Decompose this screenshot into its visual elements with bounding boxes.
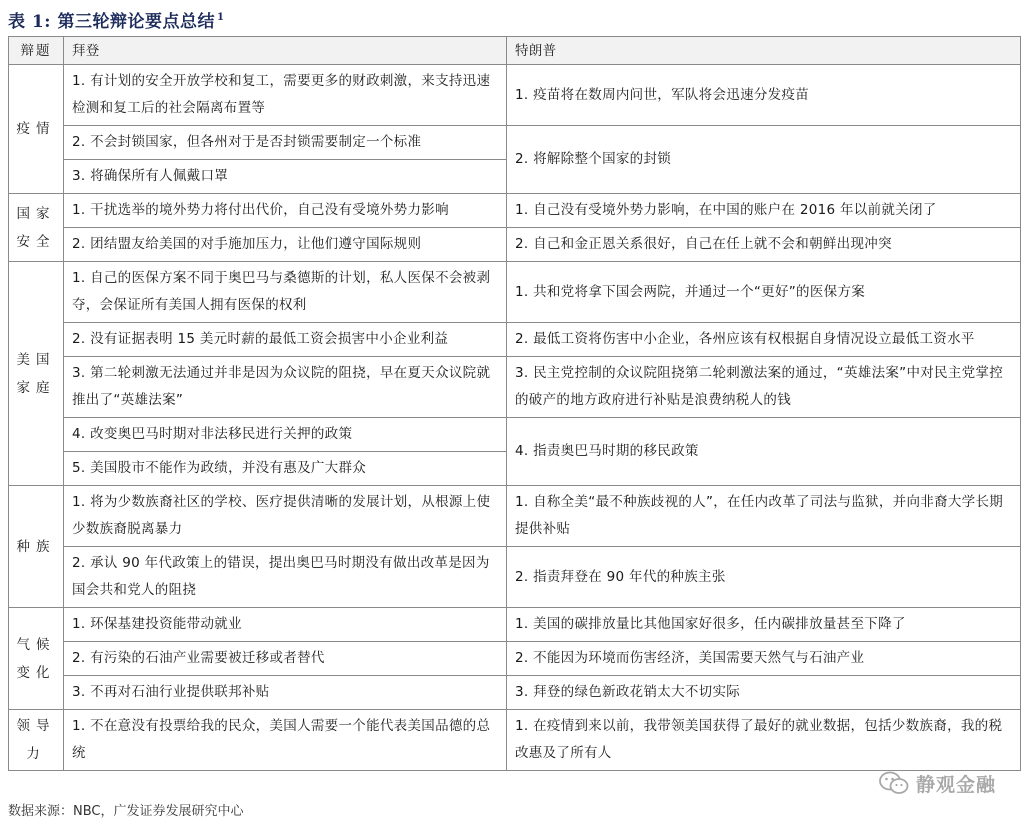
header-biden: 拜登 [64, 37, 507, 65]
trump-point: 2. 不能因为环境而伤害经济，美国需要天然气与石油产业 [507, 642, 1021, 676]
table-row [9, 486, 1021, 547]
header-trump: 特朗普 [507, 37, 1021, 65]
table-row [9, 228, 1021, 262]
biden-point: 1. 干扰选举的境外势力将付出代价，自己没有受境外势力影响 [64, 194, 507, 228]
biden-point: 1. 自己的医保方案不同于奥巴马与桑德斯的计划，私人医保不会被剥夺，会保证所有美国人拥有医保的权利 [64, 262, 507, 323]
trump-point: 2. 自己和金正恩关系很好，自己在任上就不会和朝鲜出现冲突 [507, 228, 1021, 262]
table-row [9, 65, 1021, 126]
trump-point: 2. 最低工资将伤害中小企业，各州应该有权根据自身情况设立最低工资水平 [507, 323, 1021, 357]
biden-point: 3. 将确保所有人佩戴口罩 [64, 160, 507, 194]
topic-cell-american-family: 美国家庭 [9, 262, 64, 486]
trump-point: 1. 疫苗将在数周内问世，军队将会迅速分发疫苗 [507, 65, 1021, 126]
header-topic: 辩题 [9, 37, 64, 65]
table-row [9, 418, 1021, 452]
biden-point: 2. 团结盟友给美国的对手施加压力，让他们遵守国际规则 [64, 228, 507, 262]
trump-point: 3. 拜登的绿色新政花销太大不切实际 [507, 676, 1021, 710]
trump-point: 1. 共和党将拿下国会两院，并通过一个“更好”的医保方案 [507, 262, 1021, 323]
biden-point: 3. 不再对石油行业提供联邦补贴 [64, 676, 507, 710]
topic-cell-national-security: 国家安全 [9, 194, 64, 262]
topic-cell-climate: 气候变化 [9, 608, 64, 710]
table-row [9, 608, 1021, 642]
biden-point: 2. 有污染的石油产业需要被迁移或者替代 [64, 642, 507, 676]
table-row [9, 194, 1021, 228]
trump-point: 1. 自称全美“最不种族歧视的人”，在任内改革了司法与监狱，并向非裔大学长期提供补贴 [507, 486, 1021, 547]
table-row [9, 642, 1021, 676]
trump-point: 2. 指责拜登在 90 年代的种族主张 [507, 547, 1021, 608]
topic-cell-race: 种族 [9, 486, 64, 608]
title-footnote: 1 [216, 12, 225, 23]
topic-cell-pandemic: 疫情 [9, 65, 64, 194]
table-row [9, 710, 1021, 771]
trump-point: 4. 指责奥巴马时期的移民政策 [507, 418, 1021, 486]
trump-point: 1. 自己没有受境外势力影响，在中国的账户在 2016 年以前就关闭了 [507, 194, 1021, 228]
trump-point: 3. 民主党控制的众议院阻挠第二轮刺激法案的通过，“英雄法案”中对民主党掌控的破产的地方政府进行补贴是浪费纳税人的钱 [507, 357, 1021, 418]
table-row [9, 262, 1021, 323]
biden-point: 4. 改变奥巴马时期对非法移民进行关押的政策 [64, 418, 507, 452]
data-source: 数据来源：NBC，广发证券发展研究中心 [8, 804, 244, 819]
debate-summary-table [8, 36, 1021, 771]
biden-point: 1. 不在意没有投票给我的民众，美国人需要一个能代表美国品德的总统 [64, 710, 507, 771]
table-row [9, 547, 1021, 608]
table-row [9, 323, 1021, 357]
biden-point: 2. 没有证据表明 15 美元时薪的最低工资会损害中小企业利益 [64, 323, 507, 357]
trump-point: 1. 在疫情到来以前，我带领美国获得了最好的就业数据，包括少数族裔，我的税改惠及了所有人 [507, 710, 1021, 771]
biden-point: 2. 承认 90 年代政策上的错误，提出奥巴马时期没有做出改革是因为国会共和党人的阻挠 [64, 547, 507, 608]
watermark [878, 766, 996, 800]
biden-point: 1. 将为少数族裔社区的学校、医疗提供清晰的发展计划，从根源上使少数族裔脱离暴力 [64, 486, 507, 547]
table-title-text: 表 1: 第三轮辩论要点总结 [8, 12, 215, 32]
biden-point: 3. 第二轮刺激无法通过并非是因为众议院的阻挠，早在夏天众议院就推出了“英雄法案” [64, 357, 507, 418]
table-header-row [9, 37, 1021, 65]
table-row [9, 676, 1021, 710]
biden-point: 5. 美国股市不能作为政绩，并没有惠及广大群众 [64, 452, 507, 486]
biden-point: 1. 有计划的安全开放学校和复工，需要更多的财政刺激，来支持迅速检测和复工后的社会隔离布置等 [64, 65, 507, 126]
table-row [9, 357, 1021, 418]
table-title [8, 4, 224, 32]
biden-point: 1. 环保基建投资能带动就业 [64, 608, 507, 642]
table-row [9, 126, 1021, 160]
trump-point: 1. 美国的碳排放量比其他国家好很多，任内碳排放量甚至下降了 [507, 608, 1021, 642]
wechat-icon [878, 770, 910, 796]
topic-cell-leadership: 领导力 [9, 710, 64, 771]
biden-point: 2. 不会封锁国家，但各州对于是否封锁需要制定一个标准 [64, 126, 507, 160]
trump-point: 2. 将解除整个国家的封锁 [507, 126, 1021, 194]
watermark-text: 静观金融 [915, 773, 996, 796]
